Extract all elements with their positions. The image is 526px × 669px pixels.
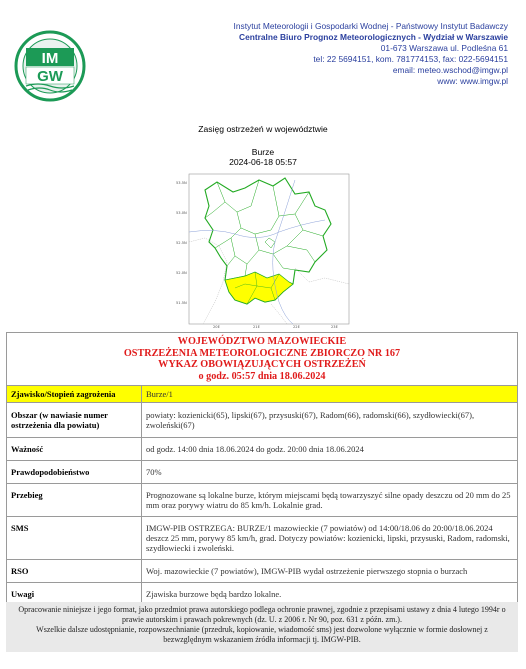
phenomenon-title <box>0 147 526 167</box>
lon-label: 21E <box>253 325 260 328</box>
warning-header <box>7 333 518 386</box>
phenomenon-name: Burze <box>251 147 275 157</box>
warning-map <box>175 172 351 328</box>
copyright-paragraph-1: Opracowanie niniejsze i jego format, jako przedmiot prawa autorskiego podlega ochronie prawnej, zgodnie z przepisami ustawy z dnia 4 lutego 1994r o prawie autorskim i prawach pokrewnych (dz. U. z 2006 r. Nr 90, poz. 631 z późn. zm.). <box>18 605 506 624</box>
lat-label: 51.5N <box>176 301 187 305</box>
header-collective: OSTRZEŻENIA METEOROLOGICZNE ZBIORCZO NR 167 <box>123 347 401 359</box>
header-time: o godz. 05:57 dnia 18.06.2024 <box>198 370 326 382</box>
inst-line-2: Centralne Biuro Prognoz Meteorologicznych - Wydział w Warszawie <box>239 32 508 42</box>
inst-email[interactable]: email: meteo.wschod@imgw.pl <box>392 65 508 75</box>
issue-datetime: 2024-06-18 05:57 <box>229 157 297 167</box>
lat-label: 53.0N <box>176 211 187 215</box>
row-label: Obszar (w nawiasie numer ostrzeżenia dla powiatu) <box>7 403 142 438</box>
header-list: WYKAZ OBOWIĄZUJĄCYCH OSTRZEŻEŃ <box>158 359 366 370</box>
table-row <box>7 484 518 517</box>
warning-table <box>6 332 518 606</box>
lon-label: 23E <box>331 325 338 328</box>
lon-label: 20E <box>213 325 220 328</box>
row-value: Prognozowane są lokalne burze, którym miejscami będą towarzyszyć silne opady deszczu od 20 mm do 25 mm oraz porywy wiatru do 85 km/h. Lokalnie grad. <box>142 484 518 517</box>
row-value: Woj. mazowieckie (7 powiatów), IMGW-PIB wydał ostrzeżenie pierwszego stopnia o burzach <box>142 560 518 583</box>
lat-label: 53.5N <box>176 181 187 185</box>
row-value: powiaty: kozienicki(65), lipski(67), przysuski(67), Radom(66), radomski(66), szydłowiecki(67), zwoleński(67) <box>142 403 518 438</box>
row-label: Przebieg <box>7 484 142 517</box>
row-label: Ważność <box>7 438 142 461</box>
table-row <box>7 438 518 461</box>
header-region: WOJEWÓDZTWO MAZOWIECKIE <box>177 336 347 347</box>
row-value: od godz. 14:00 dnia 18.06.2024 do godz. 20:00 dnia 18.06.2024 <box>142 438 518 461</box>
inst-line-1: Instytut Meteorologii i Gospodarki Wodnej - Państwowy Instytut Badawczy <box>233 21 508 31</box>
row-value: Zjawiska burzowe będą bardzo lokalne. <box>142 583 518 606</box>
institution-header <box>178 21 508 87</box>
row-label: Uwagi <box>7 583 142 606</box>
table-row <box>7 560 518 583</box>
table-row <box>7 403 518 438</box>
row-label: Zjawisko/Stopień zagrożenia <box>7 386 142 403</box>
table-row <box>7 517 518 560</box>
row-label: SMS <box>7 517 142 560</box>
row-label: RSO <box>7 560 142 583</box>
inst-address: 01-673 Warszawa ul. Podleśna 61 <box>380 43 508 53</box>
inst-www[interactable]: www: www.imgw.pl <box>437 76 508 86</box>
copyright-paragraph-2: Wszelkie dalsze udostępnianie, rozpowszechnianie (przedruk, kopiowanie, wiadomość sms) jest dozwolone wyłącznie w formie dosłownej z bezwzględnym wskazaniem źródła informacji tj. IMGW-PIB. <box>36 625 488 644</box>
lat-label: 52.5N <box>176 241 187 245</box>
inst-phone: tel: 22 5694151, kom. 781774153, fax: 022-5694151 <box>313 54 508 64</box>
copyright-footer <box>6 602 518 652</box>
lon-label: 22E <box>293 325 300 328</box>
logo-text-bottom: GW <box>37 68 63 85</box>
row-label: Prawdopodobieństwo <box>7 461 142 484</box>
table-row <box>7 461 518 484</box>
row-value: 70% <box>142 461 518 484</box>
row-value: IMGW-PIB OSTRZEGA: BURZE/1 mazowieckie (7 powiatów) od 14:00/18.06 do 20:00/18.06.2024 deszcz 25 mm, porywy 85 km/h, grad. Dotyczy powiatów: kozienicki, lipski, przysuski, Radom, radomski, szydłowiecki i zwoleński. <box>142 517 518 560</box>
lat-label: 52.0N <box>176 271 187 275</box>
range-title: Zasięg ostrzeżeń w województwie <box>198 124 328 134</box>
row-value: Burze/1 <box>142 386 518 403</box>
logo-text-top: IM <box>41 50 59 67</box>
imgw-logo <box>14 30 86 102</box>
table-row <box>7 386 518 403</box>
